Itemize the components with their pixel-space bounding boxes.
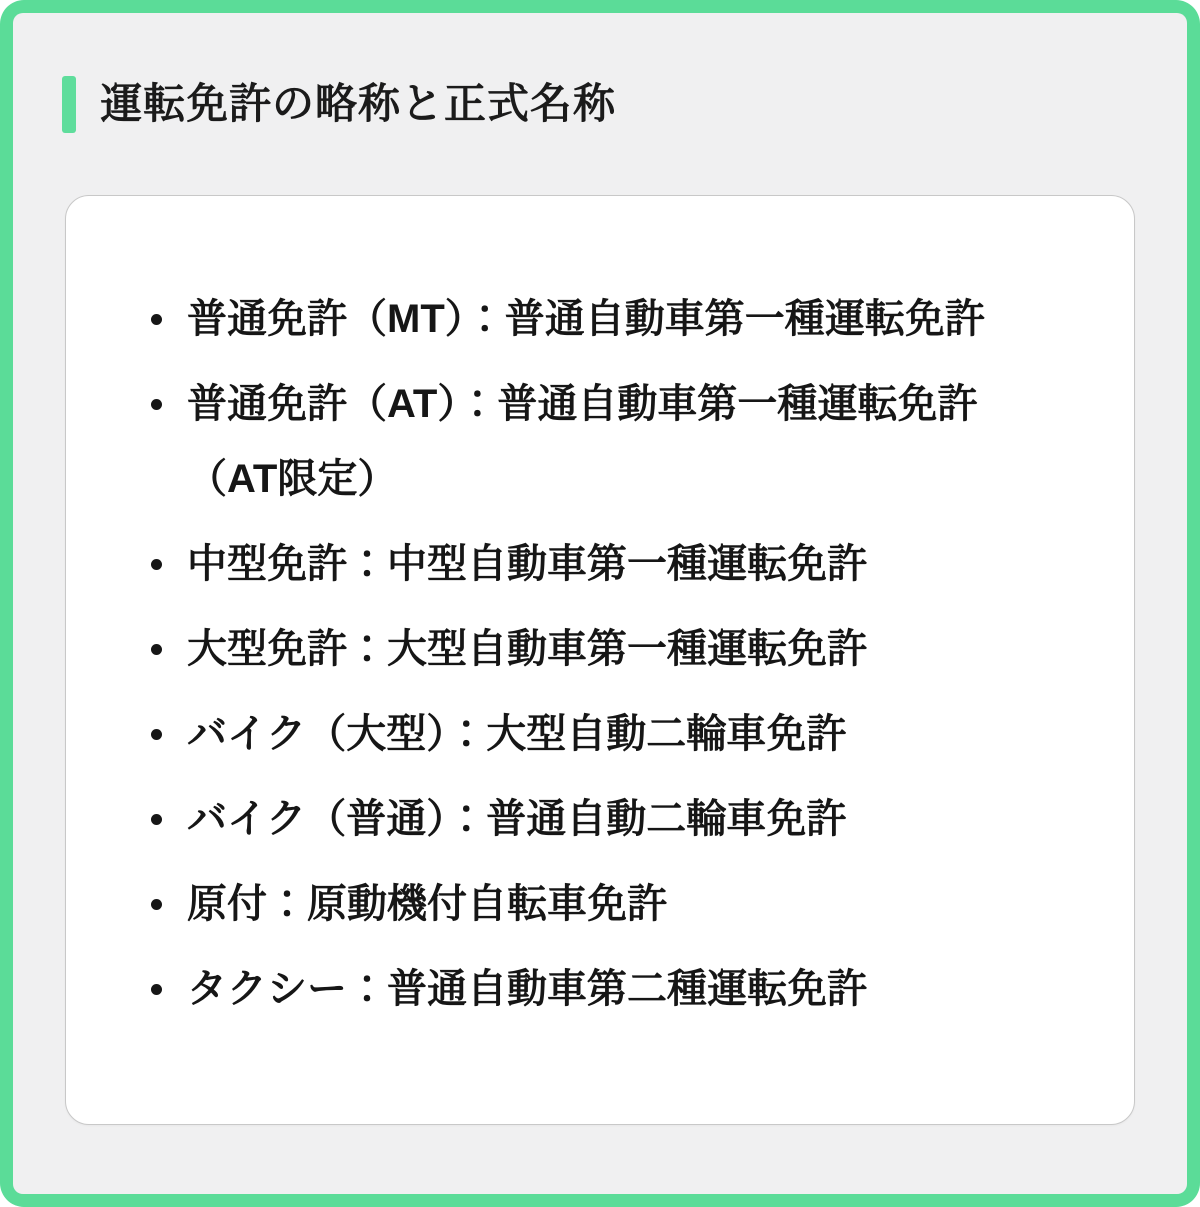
list-item bbox=[66, 697, 1079, 772]
list-item-text: バイク（大型）：大型自動二輪車免許 bbox=[187, 712, 847, 756]
bullet-icon bbox=[151, 399, 162, 410]
bullet-icon bbox=[151, 899, 162, 910]
list-item-text: タクシー：普通自動車第二種運転免許 bbox=[187, 967, 867, 1011]
list-item bbox=[66, 527, 1079, 602]
list-item-text: 中型免許：中型自動車第一種運転免許 bbox=[187, 542, 867, 586]
list-item bbox=[66, 952, 1079, 1027]
license-list-card bbox=[65, 195, 1135, 1125]
list-item-text: 普通免許（MT）：普通自動車第一種運転免許 bbox=[187, 297, 985, 341]
bullet-icon bbox=[151, 729, 162, 740]
bullet-icon bbox=[151, 644, 162, 655]
bullet-icon bbox=[151, 984, 162, 995]
title-accent-bar bbox=[62, 76, 76, 133]
list-item-text: 普通免許（AT）：普通自動車第一種運転免許 （AT限定） bbox=[187, 382, 978, 501]
list-item bbox=[66, 367, 1079, 517]
list-item-text: 大型免許：大型自動車第一種運転免許 bbox=[187, 627, 867, 671]
list-item-text: 原付：原動機付自転車免許 bbox=[187, 882, 667, 926]
bullet-icon bbox=[151, 314, 162, 325]
content-area bbox=[13, 13, 1187, 1194]
license-list bbox=[66, 196, 1134, 1027]
list-item bbox=[66, 867, 1079, 942]
list-item-text: バイク（普通）：普通自動二輪車免許 bbox=[187, 797, 847, 841]
section-header bbox=[62, 76, 616, 133]
list-item bbox=[66, 282, 1079, 357]
bullet-icon bbox=[151, 814, 162, 825]
bullet-icon bbox=[151, 559, 162, 570]
list-item bbox=[66, 612, 1079, 687]
page-title: 運転免許の略称と正式名称 bbox=[100, 80, 617, 128]
list-item bbox=[66, 782, 1079, 857]
